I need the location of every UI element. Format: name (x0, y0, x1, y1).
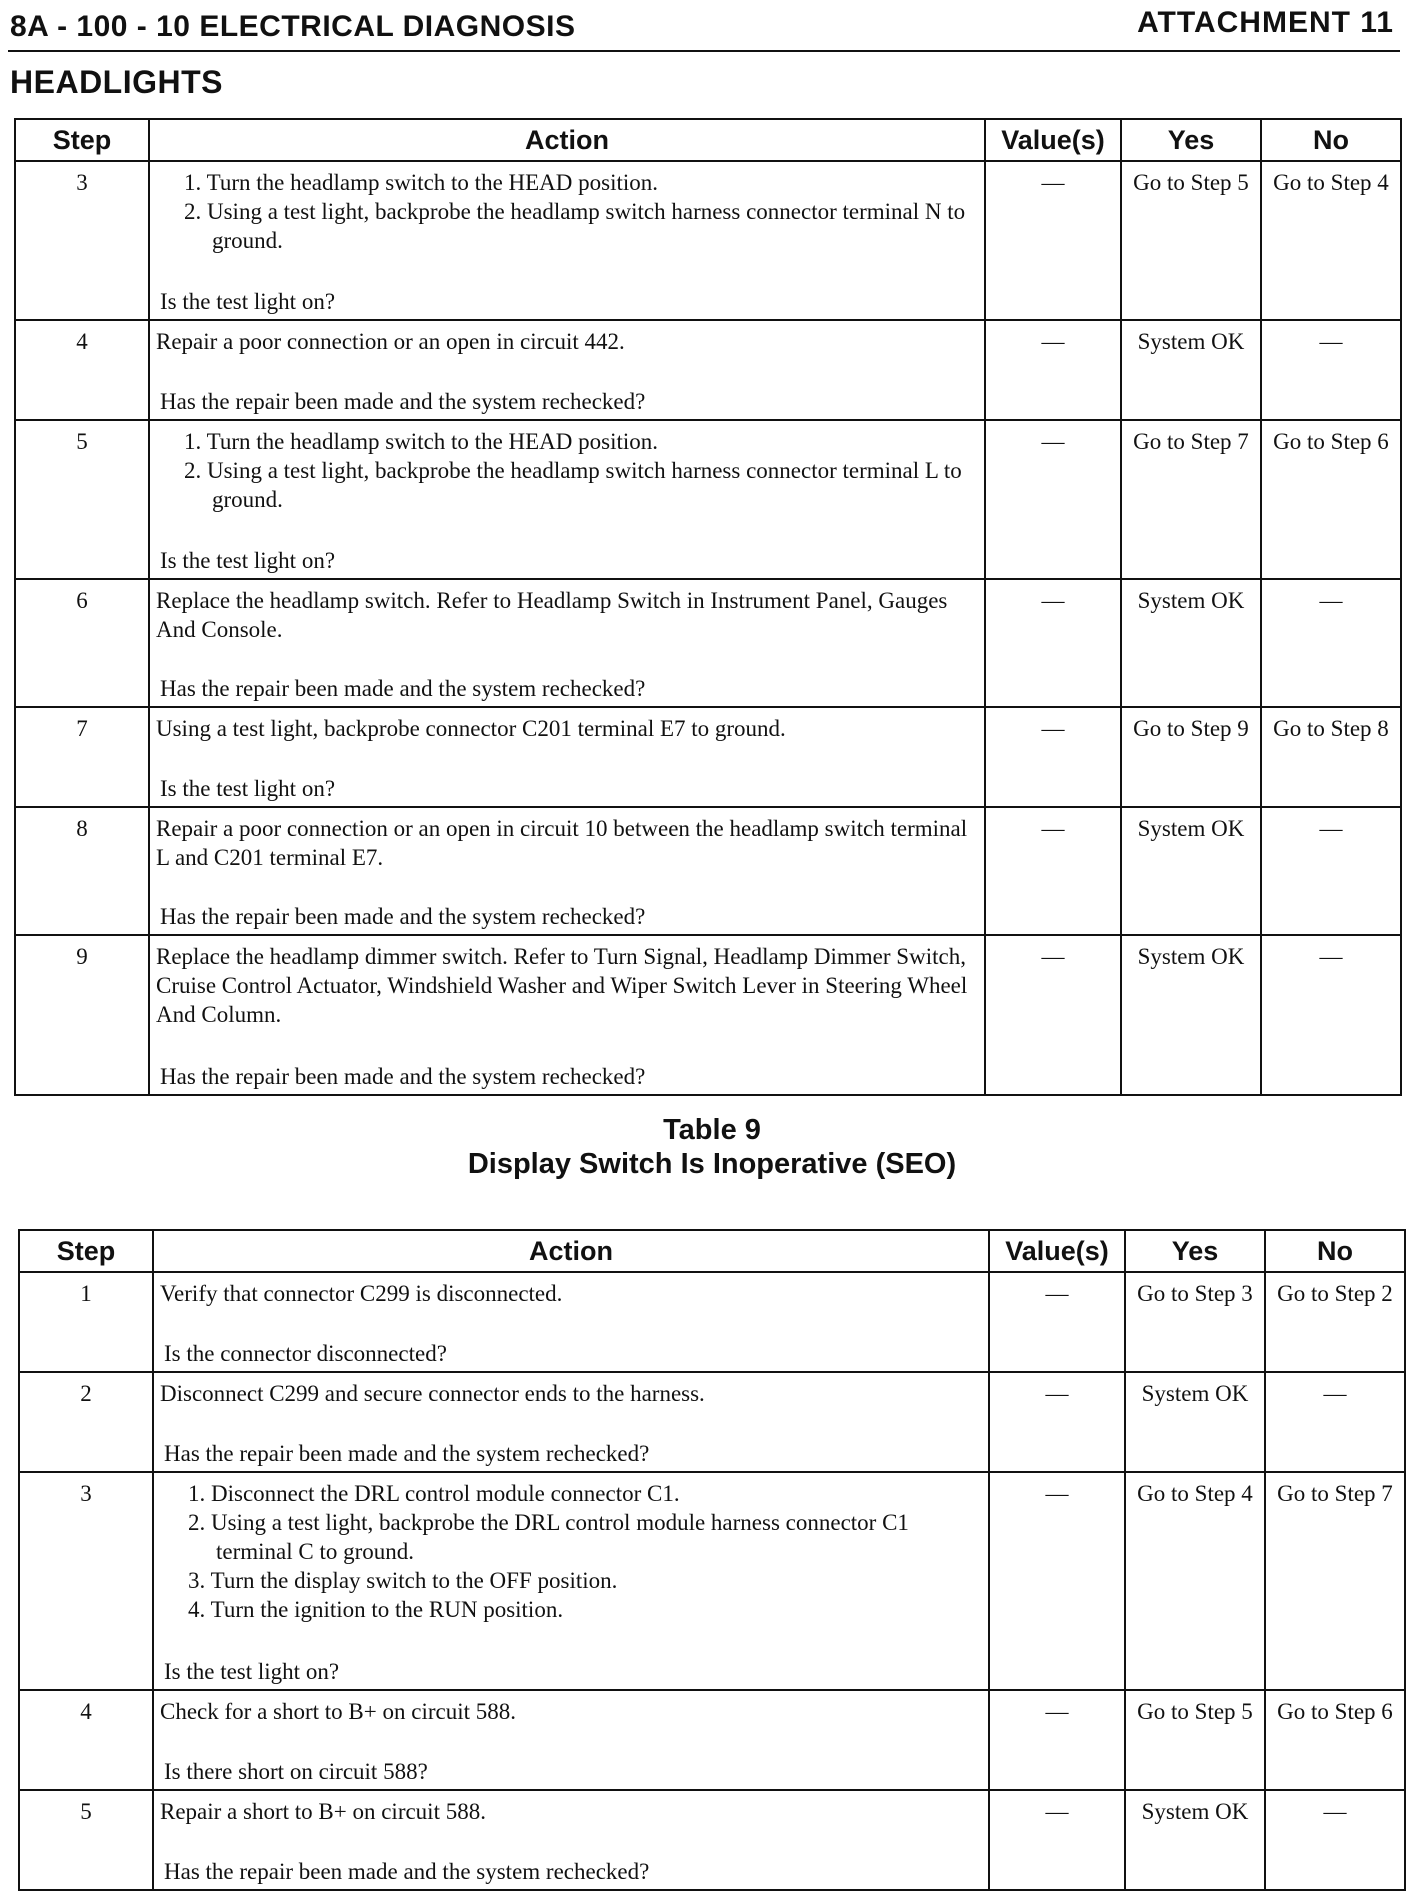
action-instruction: Repair a short to B+ on circuit 588. (160, 1799, 486, 1824)
step-number: 2 (19, 1372, 153, 1472)
step-number: 5 (15, 420, 149, 579)
yes-result: Go to Step 4 (1137, 1481, 1253, 1506)
action-question: Has the repair been made and the system rechecked? (164, 1859, 650, 1884)
action-instruction: Replace the headlamp dimmer switch. Refer to Turn Signal, Headlamp Dimmer Switch, Cruise Control Actuator, Windshield Washer and Wiper Switch Lever in Steering Wheel And Column. (156, 944, 968, 1027)
action-cell (149, 420, 985, 579)
yes-result: Go to Step 5 (1137, 1699, 1253, 1724)
headlights-diagnosis-table (14, 118, 1402, 1096)
action-cell (153, 1372, 989, 1472)
column-header-yes: Yes (1121, 119, 1261, 161)
yes-cell (1121, 935, 1261, 1095)
table-row (15, 935, 1401, 1095)
attachment-label: ATTACHMENT 11 (1137, 6, 1394, 39)
value-cell: — (985, 707, 1121, 807)
no-result: — (1319, 329, 1343, 354)
yes-cell (1121, 161, 1261, 320)
action-instruction: Replace the headlamp switch. Refer to Headlamp Switch in Instrument Panel, Gauges And Console. (156, 588, 948, 642)
step-number: 8 (15, 807, 149, 935)
table-row (15, 161, 1401, 320)
no-result: Go to Step 6 (1273, 429, 1389, 454)
yes-result: System OK (1141, 1381, 1249, 1406)
yes-cell (1125, 1790, 1265, 1890)
no-result: Go to Step 4 (1273, 170, 1389, 195)
no-result: — (1319, 588, 1343, 613)
page-header-section: 8A - 100 - 10 ELECTRICAL DIAGNOSIS (10, 10, 576, 43)
procedure-step: 2. Using a test light, backprobe the headlamp switch harness connector terminal L to ground. (184, 458, 962, 512)
yes-cell (1121, 807, 1261, 935)
procedure-steps (156, 427, 978, 514)
step-number: 3 (19, 1472, 153, 1690)
step-number: 5 (19, 1790, 153, 1890)
yes-result: Go to Step 9 (1133, 716, 1249, 741)
table-caption-title: Display Switch Is Inoperative (SEO) (467, 1148, 957, 1180)
procedure-step: 3. Turn the display switch to the OFF position. (188, 1568, 618, 1593)
procedure-step: 2. Using a test light, backprobe the headlamp switch harness connector terminal N to ground. (184, 199, 966, 253)
no-result: — (1323, 1799, 1347, 1824)
step-number: 4 (15, 320, 149, 420)
yes-result: Go to Step 7 (1133, 429, 1249, 454)
action-instruction: Check for a short to B+ on circuit 588. (160, 1699, 516, 1724)
yes-cell (1121, 320, 1261, 420)
value-cell: — (989, 1372, 1125, 1472)
no-cell (1265, 1472, 1405, 1690)
value-cell: — (985, 935, 1121, 1095)
table-row (19, 1690, 1405, 1790)
yes-cell (1121, 707, 1261, 807)
no-cell (1261, 807, 1401, 935)
yes-result: Go to Step 3 (1137, 1281, 1253, 1306)
yes-cell (1121, 420, 1261, 579)
no-cell (1265, 1690, 1405, 1790)
step-number: 9 (15, 935, 149, 1095)
action-question: Has the repair been made and the system rechecked? (160, 1064, 646, 1089)
no-result: — (1319, 944, 1343, 969)
no-result: — (1323, 1381, 1347, 1406)
display-switch-diagnosis-table (18, 1229, 1406, 1891)
value-cell: — (989, 1272, 1125, 1372)
step-number: 1 (19, 1272, 153, 1372)
yes-result: System OK (1137, 588, 1245, 613)
column-header-yes: Yes (1125, 1230, 1265, 1272)
table-row (15, 807, 1401, 935)
column-header-action: Action (153, 1230, 989, 1272)
table-row (15, 707, 1401, 807)
no-cell (1261, 935, 1401, 1095)
value-cell: — (989, 1790, 1125, 1890)
table-row (15, 420, 1401, 579)
action-instruction: Repair a poor connection or an open in circuit 10 between the headlamp switch terminal L and C201 terminal E7. (156, 816, 968, 870)
no-result: Go to Step 7 (1277, 1481, 1393, 1506)
column-header-no: No (1261, 119, 1401, 161)
value-cell: — (985, 161, 1121, 320)
action-cell (149, 161, 985, 320)
action-question: Is the test light on? (160, 289, 336, 314)
action-cell (153, 1272, 989, 1372)
value-cell: — (985, 579, 1121, 707)
table-row (15, 320, 1401, 420)
no-result: Go to Step 2 (1277, 1281, 1393, 1306)
action-question: Is there short on circuit 588? (164, 1759, 428, 1784)
action-instruction: Disconnect C299 and secure connector ends to the harness. (160, 1381, 705, 1406)
column-header-no: No (1265, 1230, 1405, 1272)
section-title: HEADLIGHTS (10, 64, 223, 100)
no-cell (1265, 1790, 1405, 1890)
value-cell: — (985, 320, 1121, 420)
action-question: Has the repair been made and the system rechecked? (160, 389, 646, 414)
action-cell (149, 807, 985, 935)
action-instruction: Using a test light, backprobe connector C201 terminal E7 to ground. (156, 716, 786, 741)
action-question: Has the repair been made and the system rechecked? (164, 1441, 650, 1466)
action-cell (153, 1790, 989, 1890)
action-cell (149, 707, 985, 807)
action-instruction: Verify that connector C299 is disconnected. (160, 1281, 563, 1306)
yes-cell (1125, 1690, 1265, 1790)
no-result: Go to Step 8 (1273, 716, 1389, 741)
yes-result: System OK (1137, 816, 1245, 841)
yes-cell (1125, 1272, 1265, 1372)
procedure-step: 1. Disconnect the DRL control module connector C1. (188, 1481, 680, 1506)
table-row (19, 1272, 1405, 1372)
procedure-step: 1. Turn the headlamp switch to the HEAD position. (184, 429, 659, 454)
action-question: Is the test light on? (164, 1659, 340, 1684)
action-cell (149, 320, 985, 420)
yes-result: System OK (1141, 1799, 1249, 1824)
procedure-steps (160, 1479, 982, 1624)
no-cell (1261, 420, 1401, 579)
yes-result: System OK (1137, 329, 1245, 354)
column-header-values: Value(s) (989, 1230, 1125, 1272)
no-result: — (1319, 816, 1343, 841)
action-question: Is the test light on? (160, 548, 336, 573)
yes-cell (1125, 1372, 1265, 1472)
step-number: 3 (15, 161, 149, 320)
table-row (19, 1372, 1405, 1472)
step-number: 6 (15, 579, 149, 707)
no-result: Go to Step 6 (1277, 1699, 1393, 1724)
yes-result: System OK (1137, 944, 1245, 969)
action-cell (153, 1472, 989, 1690)
column-header-action: Action (149, 119, 985, 161)
no-cell (1261, 707, 1401, 807)
yes-cell (1121, 579, 1261, 707)
value-cell: — (985, 807, 1121, 935)
procedure-step: 4. Turn the ignition to the RUN position. (188, 1597, 564, 1622)
no-cell (1265, 1272, 1405, 1372)
action-instruction: Repair a poor connection or an open in circuit 442. (156, 329, 625, 354)
no-cell (1261, 320, 1401, 420)
column-header-values: Value(s) (985, 119, 1121, 161)
procedure-step: 2. Using a test light, backprobe the DRL control module harness connector C1 terminal C to ground. (188, 1510, 909, 1564)
table-caption-number: Table 9 (663, 1114, 761, 1146)
action-cell (153, 1690, 989, 1790)
step-number: 4 (19, 1690, 153, 1790)
table-row (19, 1790, 1405, 1890)
no-cell (1261, 579, 1401, 707)
header-divider (8, 50, 1400, 52)
action-cell (149, 935, 985, 1095)
no-cell (1265, 1372, 1405, 1472)
table-row (15, 579, 1401, 707)
action-cell (149, 579, 985, 707)
table-row (19, 1472, 1405, 1690)
action-question: Is the connector disconnected? (164, 1341, 447, 1366)
action-question: Has the repair been made and the system rechecked? (160, 676, 646, 701)
no-cell (1261, 161, 1401, 320)
yes-result: Go to Step 5 (1133, 170, 1249, 195)
procedure-step: 1. Turn the headlamp switch to the HEAD position. (184, 170, 659, 195)
procedure-steps (156, 168, 978, 255)
column-header-step: Step (15, 119, 149, 161)
action-question: Has the repair been made and the system rechecked? (160, 904, 646, 929)
step-number: 7 (15, 707, 149, 807)
yes-cell (1125, 1472, 1265, 1690)
value-cell: — (989, 1472, 1125, 1690)
value-cell: — (989, 1690, 1125, 1790)
column-header-step: Step (19, 1230, 153, 1272)
value-cell: — (985, 420, 1121, 579)
action-question: Is the test light on? (160, 776, 336, 801)
